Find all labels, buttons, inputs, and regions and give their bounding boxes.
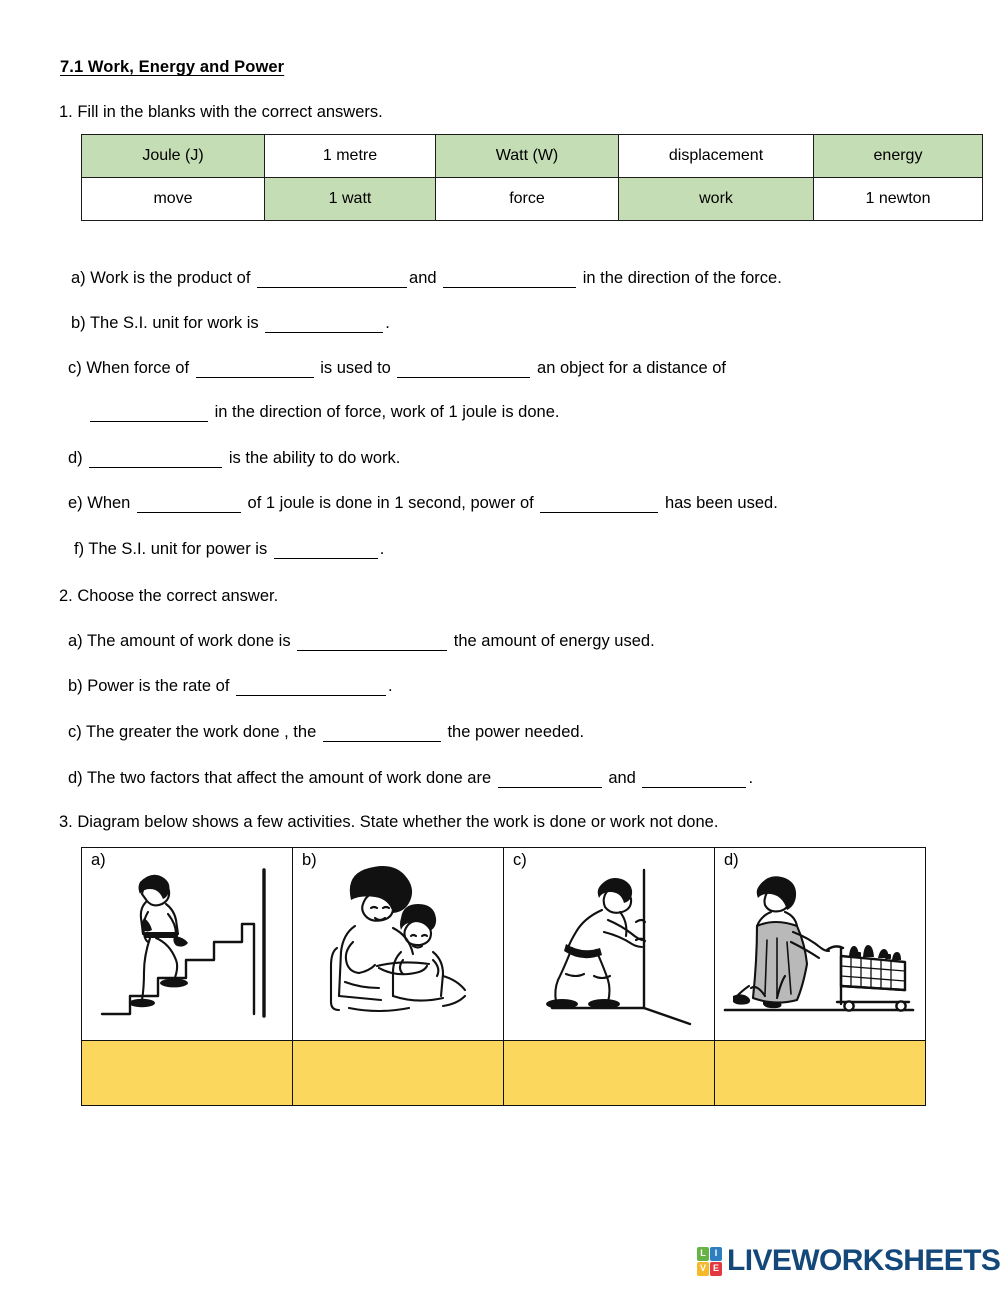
- q1d-text-2: is the ability to do work.: [228, 449, 401, 467]
- q2a-blank-1[interactable]: [297, 636, 447, 651]
- panel-c-label: c): [513, 851, 527, 869]
- activity-answer-row: [82, 1041, 926, 1106]
- q2a-text-2: the amount of energy used.: [453, 632, 655, 650]
- q1c-blank-2[interactable]: [397, 363, 530, 378]
- q1d-blank-1[interactable]: [89, 453, 222, 468]
- panel-a-label: a): [91, 851, 106, 869]
- q1e-blank-1[interactable]: [137, 498, 241, 513]
- question-2d: [68, 769, 753, 788]
- q1c-text-3: an object for a distance of: [537, 359, 726, 377]
- q1b-blank-1[interactable]: [265, 318, 383, 333]
- q1f-text-2: .: [379, 540, 385, 558]
- man-pushing-wall-icon: [504, 856, 714, 1036]
- page-title: 7.1 Work, Energy and Power: [60, 58, 285, 76]
- q2d-blank-2[interactable]: [642, 773, 746, 788]
- q2a-text-1: a) The amount of work done is: [68, 632, 291, 650]
- q1c-text-1: c) When force of: [68, 359, 190, 377]
- question-2a: [68, 632, 655, 651]
- q1c-blank-3[interactable]: [90, 407, 208, 422]
- q1e-text-1: e) When: [68, 494, 131, 512]
- q1f-blank-1[interactable]: [274, 544, 378, 559]
- logo-tile-e: E: [710, 1262, 722, 1276]
- question-1b: [71, 314, 390, 333]
- liveworksheets-logo-icon: [697, 1247, 722, 1276]
- word-bank-cell[interactable]: 1 metre: [265, 135, 436, 178]
- activity-panel-a: [82, 848, 293, 1041]
- activity-panel-c: [504, 848, 715, 1041]
- logo-tile-l: L: [697, 1247, 709, 1261]
- word-bank-cell[interactable]: work: [619, 178, 814, 221]
- q1c-text-2: is used to: [320, 359, 391, 377]
- q1a-blank-1[interactable]: [257, 273, 407, 288]
- question-1c: [68, 359, 726, 378]
- q2d-text-1: d) The two factors that affect the amount of work done are: [68, 769, 492, 787]
- q2d-text-3: .: [748, 769, 754, 787]
- question-2b: [68, 677, 393, 696]
- panel-d-label: d): [724, 851, 739, 869]
- word-bank-cell[interactable]: move: [82, 178, 265, 221]
- q2b-text-2: .: [388, 677, 393, 695]
- question-1f: [74, 540, 384, 559]
- word-bank-cell[interactable]: 1 newton: [814, 178, 983, 221]
- activity-panel-b: [293, 848, 504, 1041]
- liveworksheets-logo[interactable]: [697, 1246, 1000, 1276]
- logo-tile-v: V: [697, 1262, 709, 1276]
- q2b-blank-1[interactable]: [236, 681, 386, 696]
- word-bank-cell[interactable]: 1 watt: [265, 178, 436, 221]
- q1b-text-1: b) The S.I. unit for work is: [71, 314, 259, 332]
- question-3-label: 3. Diagram below shows a few activities. State whether the work is done or work not done.: [59, 813, 719, 831]
- activity-panel-d: [715, 848, 926, 1041]
- table-row: [82, 135, 983, 178]
- q1f-text-1: f) The S.I. unit for power is: [74, 540, 268, 558]
- q1c-blank-1[interactable]: [196, 363, 314, 378]
- word-bank-table: [81, 134, 983, 221]
- word-bank-cell[interactable]: energy: [814, 135, 983, 178]
- q2d-text-2: and: [608, 769, 636, 787]
- q2c-text-2: the power needed.: [447, 723, 585, 741]
- table-row: [82, 178, 983, 221]
- question-2-label: 2. Choose the correct answer.: [59, 587, 279, 605]
- question-1-label: 1. Fill in the blanks with the correct answers.: [59, 103, 383, 121]
- word-bank-cell[interactable]: displacement: [619, 135, 814, 178]
- q1e-text-3: has been used.: [664, 494, 778, 512]
- person-climbing-stairs-icon: [82, 856, 292, 1036]
- q2d-blank-1[interactable]: [498, 773, 602, 788]
- answer-box-c[interactable]: [504, 1041, 715, 1106]
- q2c-blank-1[interactable]: [323, 727, 441, 742]
- word-bank-cell[interactable]: force: [436, 178, 619, 221]
- q1a-blank-2[interactable]: [443, 273, 576, 288]
- q1a-text-3: in the direction of the force.: [582, 269, 782, 287]
- panel-b-label: b): [302, 851, 317, 869]
- q1b-text-2: .: [385, 314, 390, 332]
- q1d-text-1: d): [68, 449, 83, 467]
- question-1c-cont: [88, 403, 559, 422]
- q2b-text-1: b) Power is the rate of: [68, 677, 230, 695]
- answer-box-a[interactable]: [82, 1041, 293, 1106]
- q1a-text-1: a) Work is the product of: [71, 269, 251, 287]
- word-bank-cell[interactable]: Joule (J): [82, 135, 265, 178]
- q1e-text-2: of 1 joule is done in 1 second, power of: [247, 494, 534, 512]
- mother-feeding-child-icon: [293, 856, 503, 1036]
- q1e-blank-2[interactable]: [540, 498, 658, 513]
- answer-box-b[interactable]: [293, 1041, 504, 1106]
- activity-image-row: [82, 848, 926, 1041]
- q1c-text-4: in the direction of force, work of 1 joule is done.: [214, 403, 560, 421]
- question-1e: [68, 494, 778, 513]
- activity-table: [81, 847, 926, 1106]
- q2c-text-1: c) The greater the work done , the: [68, 723, 317, 741]
- logo-wordmark: LIVEWORKSHEETS: [727, 1244, 1000, 1277]
- woman-pushing-trolley-icon: [715, 856, 925, 1036]
- question-1a: [71, 269, 782, 288]
- q1a-text-2: and: [409, 269, 437, 287]
- logo-tile-i: I: [710, 1247, 722, 1261]
- question-2c: [68, 723, 584, 742]
- answer-box-d[interactable]: [715, 1041, 926, 1106]
- question-1d: [68, 449, 400, 468]
- word-bank-cell[interactable]: Watt (W): [436, 135, 619, 178]
